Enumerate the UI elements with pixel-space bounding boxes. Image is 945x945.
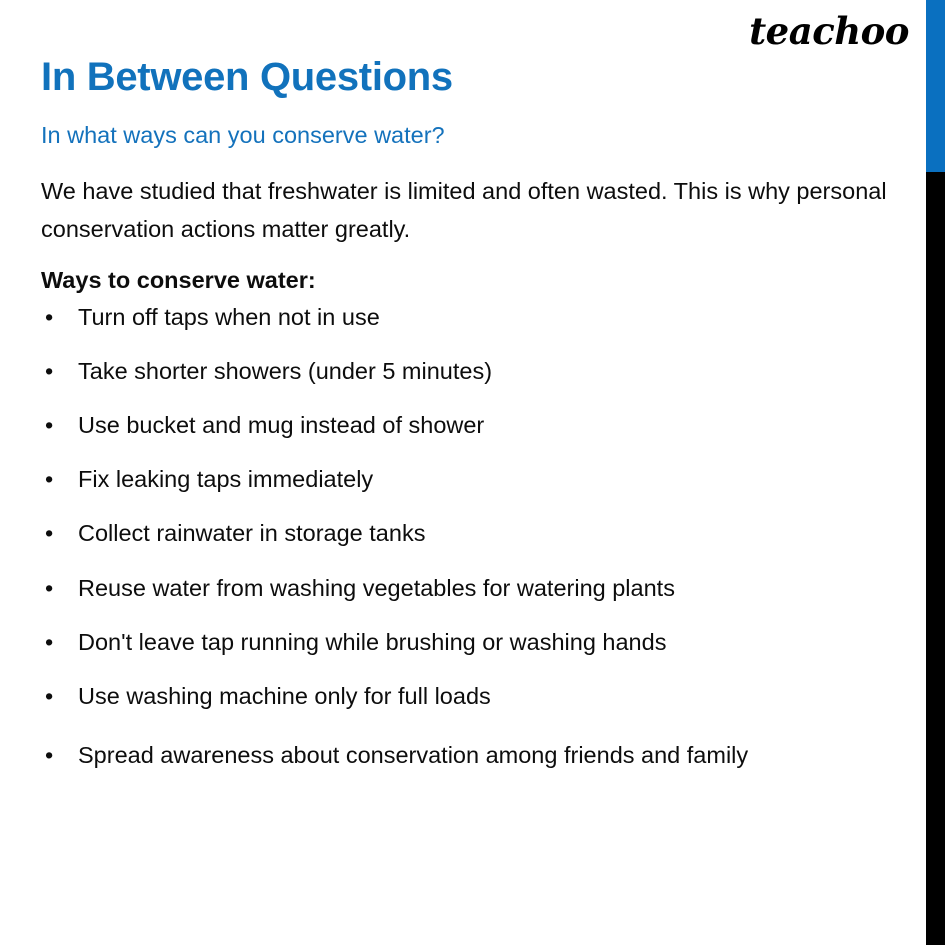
question-prompt: In what ways can you conserve water? [41, 122, 445, 149]
list-item [41, 357, 878, 387]
bullet-icon: • [45, 520, 54, 547]
list-item-label: Fix leaking taps immediately [78, 466, 374, 493]
list-item-label: Use bucket and mug instead of shower [78, 412, 485, 439]
list-item-label: Spread awareness about conservation among friends and family [78, 741, 749, 768]
bullet-icon: • [45, 682, 54, 709]
list-item-label: Take shorter showers (under 5 minutes) [78, 358, 493, 385]
list-item-label: Use washing machine only for full loads [78, 682, 491, 709]
accent-bar-blue-segment [926, 0, 945, 172]
slide-content [41, 0, 909, 798]
right-accent-bar [926, 0, 945, 945]
bullet-icon: • [45, 574, 54, 601]
list-item [41, 736, 878, 774]
list-item [41, 628, 878, 658]
list-item [41, 519, 878, 549]
list-item [41, 574, 878, 604]
bullet-icon: • [45, 304, 54, 331]
list-item [41, 682, 878, 712]
list-item-label: Collect rainwater in storage tanks [78, 520, 426, 547]
page-title: In Between Questions [41, 55, 453, 99]
bullet-icon: • [45, 412, 54, 439]
list-item-label: Turn off taps when not in use [78, 304, 380, 331]
ways-to-conserve-heading: Ways to conserve water: [41, 266, 316, 293]
list-item [41, 303, 878, 333]
accent-bar-black-segment [926, 172, 945, 945]
bullet-icon: • [45, 466, 54, 493]
bullet-icon: • [45, 358, 54, 385]
list-item-label: Reuse water from washing vegetables for watering plants [78, 574, 675, 601]
bullet-icon: • [45, 741, 54, 768]
bullet-icon: • [45, 628, 54, 655]
intro-paragraph: We have studied that freshwater is limited and often wasted. This is why personal conservation actions matter greatly. [41, 178, 887, 243]
conservation-ways-list [41, 295, 909, 774]
list-item-label: Don't leave tap running while brushing or washing hands [78, 628, 667, 655]
list-item [41, 411, 878, 441]
teachoo-logo: teachoo [749, 9, 909, 53]
list-item [41, 465, 878, 495]
